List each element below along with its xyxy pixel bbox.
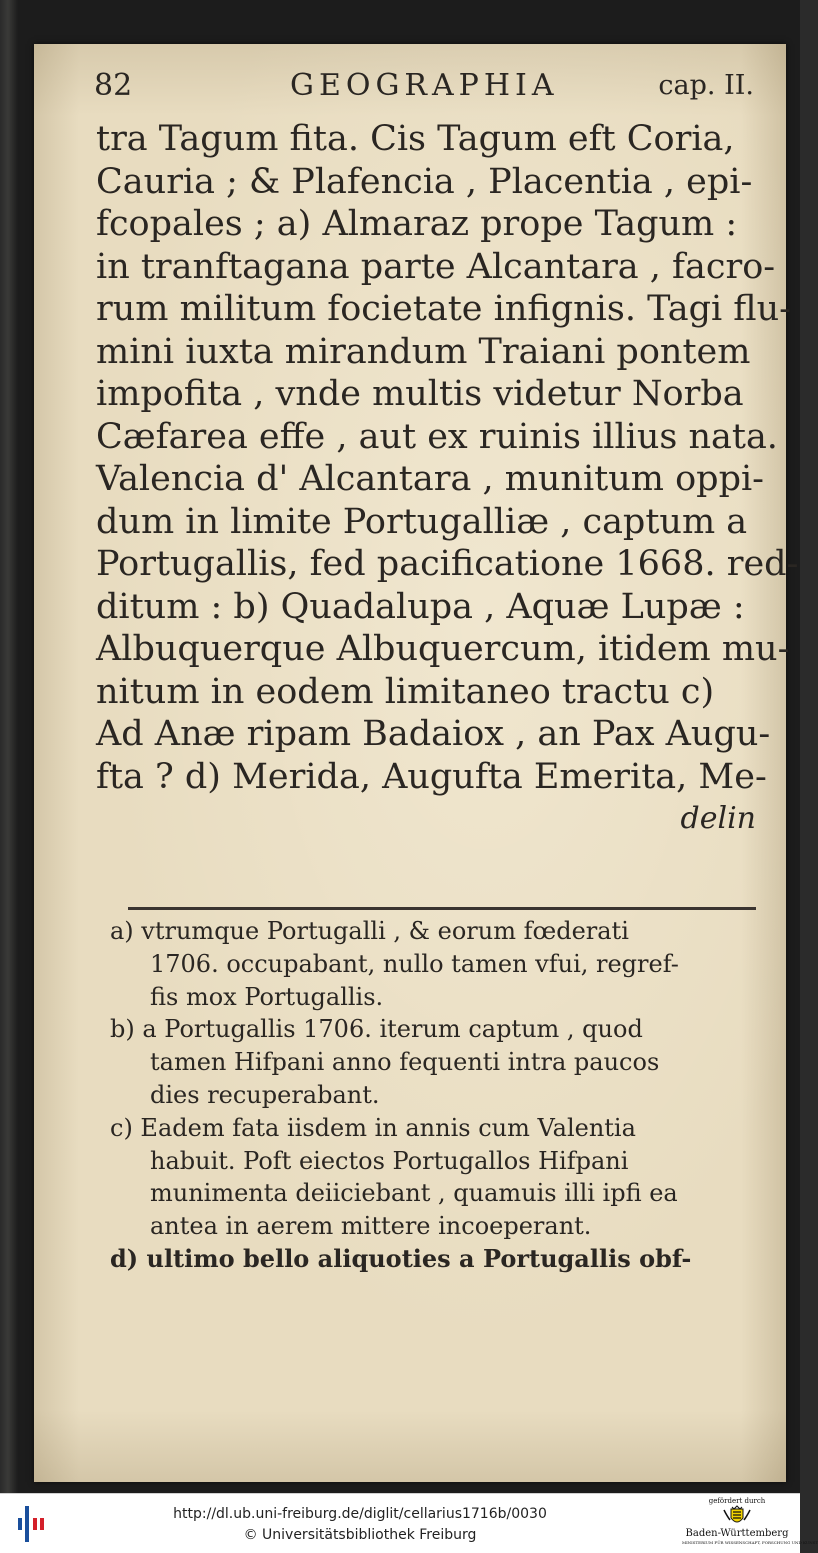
text-line: Portugallis, fed pacificatione 1668. red- xyxy=(96,544,799,584)
text-line: nitum in eodem limitaneo tractu c) xyxy=(96,671,715,712)
text-line: ditum : b) Quadalupa , Aquæ Lupæ : xyxy=(96,586,745,627)
footnote-line: b) a Portugallis 1706. iterum captum , quod xyxy=(110,1015,643,1044)
text-line: fcopales ; a) Almaraz prope Tagum : xyxy=(96,204,738,244)
text-line: rum militum focietate infignis. Tagi flu- xyxy=(96,289,792,329)
text-line: mini iuxta mirandum Traiani pontem xyxy=(96,331,751,372)
sponsor-logo[interactable] xyxy=(682,1497,818,1551)
footnote-line: c) Eadem fata iisdem in annis cum Valentia xyxy=(110,1113,636,1142)
text-line: Ad Anæ ripam Badaiox , an Pax Augu- xyxy=(96,714,771,754)
permalink-url[interactable]: http://dl.ub.uni-freiburg.de/diglit/cellarius1716b/0030 xyxy=(173,1506,547,1522)
footnote-line: 1706. occupabant, nullo tamen vfui, regref- xyxy=(150,949,679,978)
main-text xyxy=(96,118,799,841)
text-line: dum in limite Portugalliæ , captum a xyxy=(96,501,748,542)
footnotes xyxy=(110,915,760,1276)
footnote-line: tamen Hifpani anno fequenti intra paucos xyxy=(150,1048,660,1077)
running-head xyxy=(94,68,754,108)
sponsor-top-text: gefördert durch xyxy=(708,1497,766,1505)
text-line: Albuquerque Albuquercum, itidem mu- xyxy=(96,629,790,669)
text-line: Valencia d' Alcantara , munitum oppi- xyxy=(96,459,764,499)
footnote-line: antea in aerem mittere incoeperant. xyxy=(150,1212,592,1241)
footnote-rule xyxy=(128,907,756,910)
sponsor-name: Baden-Württemberg xyxy=(685,1528,789,1539)
text-line: impofita , vnde multis videtur Norba xyxy=(96,374,744,414)
copyright-notice: © Universitätsbibliothek Freiburg xyxy=(243,1527,477,1543)
text-line: in tranftagana parte Alcantara , facro- xyxy=(96,246,776,287)
sponsor-bottom-text: MINISTERIUM FÜR WISSENSCHAFT, FORSCHUNG UND KUNST xyxy=(682,1540,818,1545)
page-number: 82 xyxy=(94,68,133,103)
footnote-line: fis mox Portugallis. xyxy=(150,982,384,1011)
coat-of-arms-icon xyxy=(722,1506,752,1528)
footnote-line: munimenta deiiciebant , quamuis illi ipfi ea xyxy=(150,1179,678,1208)
chapter-label: cap. II. xyxy=(658,70,754,101)
text-line: tra Tagum fita. Cis Tagum eft Coria, xyxy=(96,119,735,159)
catchword: delin xyxy=(680,801,756,836)
text-line: Cauria ; & Plafencia , Placentia , epi- xyxy=(96,161,753,202)
text-line: Cæfarea effe , aut ex ruinis illius nata. xyxy=(96,416,778,457)
footnote-line: dies recuperabant. xyxy=(150,1080,380,1109)
viewer-footer xyxy=(0,1493,818,1553)
text-line: fta ? d) Merida, Augufta Emerita, Me- xyxy=(96,756,767,797)
footnote-line: d) ultimo bello aliquoties a Portugallis obf- xyxy=(110,1243,692,1273)
footnote-line: a) vtrumque Portugalli , & eorum fœderati xyxy=(110,917,629,945)
running-title: GEOGRAPHIA xyxy=(290,68,559,103)
footnote-line: habuit. Poft eiectos Portugallos Hifpani xyxy=(150,1146,629,1175)
